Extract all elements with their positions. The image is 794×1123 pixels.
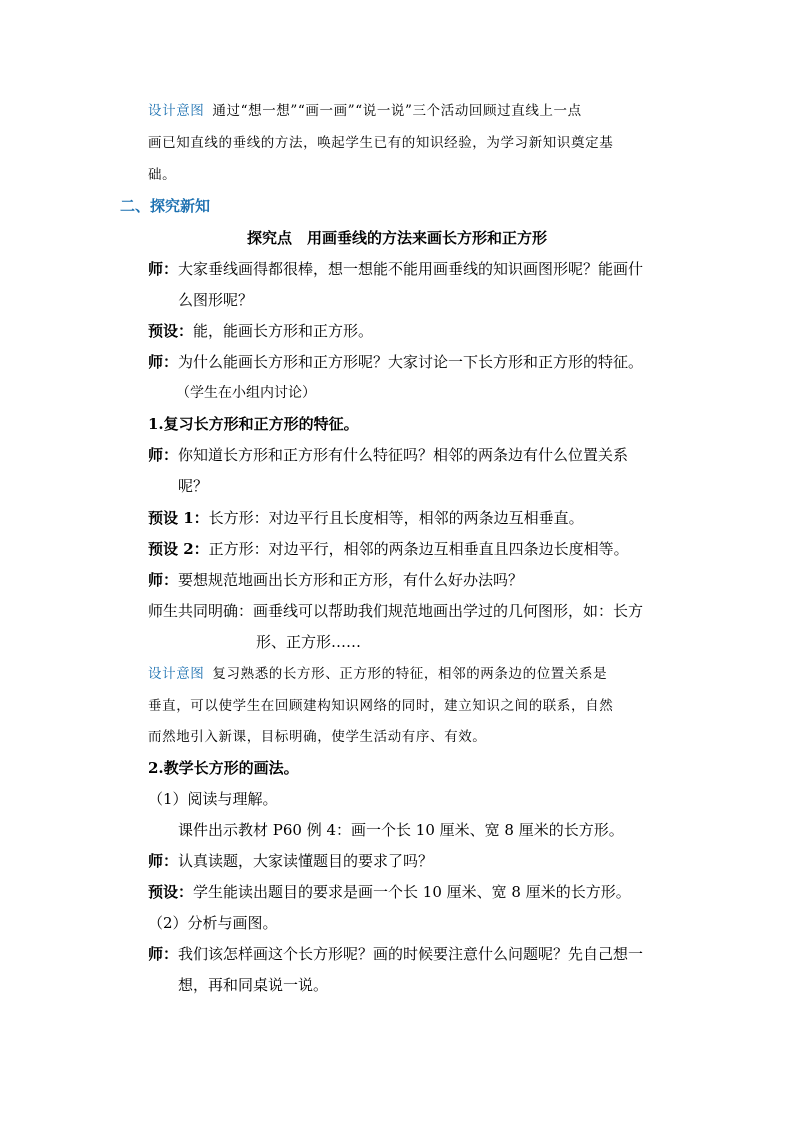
dialogue-line-continued: 么图形呢？ xyxy=(178,291,254,309)
dialogue-line: 师：为什么能画长方形和正方形呢？大家讨论一下长方形和正方形的特征。 xyxy=(148,353,644,371)
design-intent-tag: 设计意图 xyxy=(148,666,205,682)
design-intent-1-line2: 画已知直线的垂线的方法，唤起学生已有的知识经验，为学习新知识奠定基 xyxy=(148,135,614,151)
design-intent-2-line3: 而然地引入新课，目标明确，使学生活动有序、有效。 xyxy=(148,729,487,745)
dialogue-line: 预设：学生能读出题目的要求是画一个长 10 厘米、宽 8 厘米的长方形。 xyxy=(148,883,631,901)
courseware-note: 课件出示教材 P60 例 4：画一个长 10 厘米、宽 8 厘米的长方形。 xyxy=(178,821,624,839)
group-note: （学生在小组内讨论） xyxy=(176,385,316,401)
section-heading: 二、探究新知 xyxy=(120,197,211,215)
design-intent-2-line1: 设计意图 复习熟悉的长方形、正方形的特征，相邻的两条边的位置关系是 xyxy=(148,666,608,682)
subheading-1: 1.复习长方形和正方形的特征。 xyxy=(148,415,359,433)
step-1-label: （1）阅读与理解。 xyxy=(148,790,278,808)
dialogue-line-continued: 呢？ xyxy=(178,477,209,495)
design-intent-1-line3: 础。 xyxy=(148,167,177,183)
design-intent-1-line1: 设计意图 通过“想一想”“画一画”“说一说”三个活动回顾过直线上一点 xyxy=(148,103,582,119)
dialogue-line: 预设 2：正方形：对边平行，相邻的两条边互相垂直且四条边长度相等。 xyxy=(148,540,629,558)
step-2-label: （2）分析与画图。 xyxy=(148,914,278,932)
dialogue-line: 师：我们该怎样画这个长方形呢？画的时候要注意什么问题呢？先自己想一 xyxy=(148,945,644,963)
design-intent-tag: 设计意图 xyxy=(148,103,205,119)
subheading-2: 2.教学长方形的画法。 xyxy=(148,759,299,777)
dialogue-line: 预设：能，能画长方形和正方形。 xyxy=(148,322,374,340)
dialogue-line: 师：你知道长方形和正方形有什么特征吗？相邻的两条边有什么位置关系 xyxy=(148,446,629,464)
dialogue-line: 师：要想规范地画出长方形和正方形，有什么好办法吗？ xyxy=(148,571,524,589)
design-intent-2-line2: 垂直，可以使学生在回顾建构知识网络的同时，建立知识之间的联系，自然 xyxy=(148,698,614,714)
dialogue-line-continued: 想，再和同桌说一说。 xyxy=(178,976,329,994)
exploration-title: 探究点 用画垂线的方法来画长方形和正方形 xyxy=(246,229,547,247)
dialogue-line: 师生共同明确：画垂线可以帮助我们规范地画出学过的几何图形，如：长方 xyxy=(148,602,644,620)
dialogue-line: 师：大家垂线画得都很棒，想一想能不能用画垂线的知识画图形呢？能画什 xyxy=(148,260,644,278)
dialogue-line-continued: 形、正方形…… xyxy=(256,633,362,651)
dialogue-line: 师：认真读题，大家读懂题目的要求了吗？ xyxy=(148,852,434,870)
dialogue-line: 预设 1：长方形：对边平行且长度相等，相邻的两条边互相垂直。 xyxy=(148,509,584,527)
